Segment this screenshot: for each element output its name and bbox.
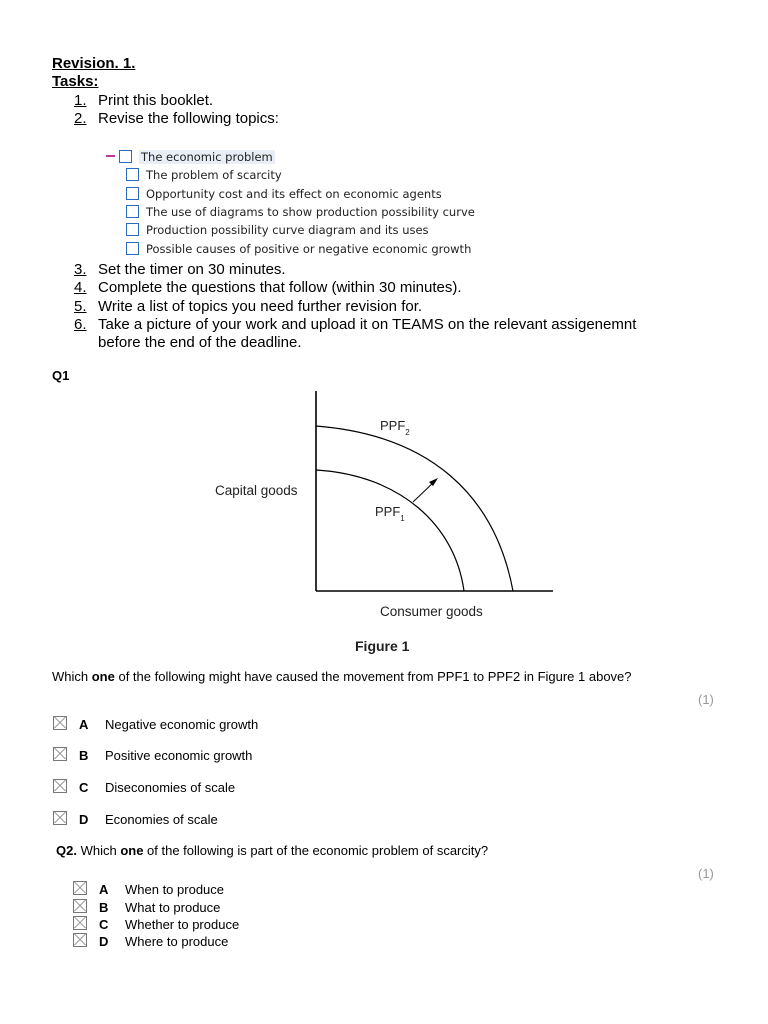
task-text: Write a list of topics you need further revision for. <box>98 298 423 315</box>
checkbox-icon[interactable] <box>53 716 67 730</box>
task-text <box>98 316 636 352</box>
option-letter: C <box>79 780 89 795</box>
task-text: Complete the questions that follow (within 30 minutes). <box>98 279 462 296</box>
option-letter: B <box>99 900 109 915</box>
task-text: Print this booklet. <box>98 92 214 109</box>
task-number: 6. <box>74 316 87 333</box>
question-text: of the following is part of the economic problem of scarcity? <box>143 843 489 858</box>
option-text: Diseconomies of scale <box>105 780 236 795</box>
option-text: Where to produce <box>125 934 229 949</box>
checkbox-icon <box>119 150 132 163</box>
topic-item <box>126 240 471 258</box>
tasks-heading: Tasks: <box>52 73 99 90</box>
task-6 <box>74 316 636 352</box>
option-letter: D <box>79 812 89 827</box>
topic-item <box>126 203 475 221</box>
checkbox-icon[interactable] <box>73 899 87 913</box>
q1-option-d[interactable] <box>53 811 218 828</box>
topic-item <box>126 221 429 239</box>
checkbox-icon[interactable] <box>73 933 87 947</box>
topic-label: The economic problem <box>141 150 273 164</box>
ppf1-label: $PPF_1$ <box>375 504 405 523</box>
q2-option-b[interactable] <box>73 899 220 916</box>
checkbox-icon[interactable] <box>73 916 87 930</box>
option-text: Negative economic growth <box>105 717 259 732</box>
option-letter: D <box>99 934 109 949</box>
question-emphasis: one <box>91 669 115 684</box>
topic-label: The problem of scarcity <box>146 168 282 182</box>
y-axis-label: Capital goods <box>215 483 298 498</box>
figure-caption: Figure 1 <box>355 638 410 654</box>
topic-item <box>126 185 442 203</box>
topic-label: Production possibility curve diagram and its uses <box>146 223 429 237</box>
option-text: What to produce <box>125 900 221 915</box>
option-text: Whether to produce <box>125 917 240 932</box>
ppf1-curve <box>316 470 464 591</box>
q2-marks: (1) <box>698 866 714 881</box>
revision-title: Revision. 1. <box>52 55 136 72</box>
q2-question <box>56 843 488 859</box>
q2-option-d[interactable] <box>73 933 228 950</box>
option-letter: A <box>99 882 109 897</box>
option-letter: A <box>79 717 89 732</box>
q1-option-a[interactable] <box>53 716 258 733</box>
option-text: Economies of scale <box>105 812 218 827</box>
q1-option-c[interactable] <box>53 779 235 796</box>
checkbox-icon <box>126 187 139 200</box>
question-text: Which <box>52 669 92 684</box>
topic-main <box>106 148 275 166</box>
topic-label: Opportunity cost and its effect on economic agents <box>146 187 442 201</box>
q2-label: Q2. <box>56 843 77 858</box>
task-5 <box>74 298 422 316</box>
question-text: of the following might have caused the movement from PPF1 to PPF2 in Figure 1 above? <box>114 669 632 684</box>
topic-item <box>126 166 282 184</box>
q1-label: Q1 <box>52 368 70 383</box>
checkbox-icon[interactable] <box>53 811 67 825</box>
checkbox-icon <box>126 205 139 218</box>
checkbox-icon[interactable] <box>53 779 67 793</box>
q1-question <box>52 669 632 685</box>
task-text: Set the timer on 30 minutes. <box>98 261 286 278</box>
question-emphasis: one <box>120 843 144 858</box>
option-letter: B <box>79 748 89 763</box>
option-text: When to produce <box>125 882 225 897</box>
task-4 <box>74 279 462 297</box>
topic-label: Possible causes of positive or negative economic growth <box>146 242 472 256</box>
task-text: Revise the following topics: <box>98 110 279 127</box>
task-number: 1. <box>74 92 87 109</box>
q1-option-b[interactable] <box>53 747 252 764</box>
checkbox-icon[interactable] <box>53 747 67 761</box>
ppf2-label: $PPF_2$ <box>380 418 410 437</box>
topic-label: The use of diagrams to show production possibility curve <box>146 205 475 219</box>
task-text-line-2: before the end of the deadline. <box>98 334 302 351</box>
option-letter: C <box>99 917 109 932</box>
task-number: 3. <box>74 261 87 278</box>
checkbox-icon <box>126 168 139 181</box>
task-number: 2. <box>74 110 87 127</box>
task-1 <box>74 92 213 110</box>
q2-option-c[interactable] <box>73 916 239 933</box>
x-axis-label: Consumer goods <box>380 604 483 619</box>
option-text: Positive economic growth <box>105 748 253 763</box>
q1-marks: (1) <box>698 692 714 707</box>
collapse-dash-icon <box>106 155 115 157</box>
task-number: 5. <box>74 298 87 315</box>
q2-option-a[interactable] <box>73 881 224 898</box>
question-text: Which <box>76 843 121 858</box>
task-3 <box>74 261 286 279</box>
task-text-line-1: Take a picture of your work and upload it on TEAMS on the relevant assigenemnt <box>98 316 637 333</box>
checkbox-icon <box>126 223 139 236</box>
ppf-diagram <box>200 385 570 660</box>
checkbox-icon[interactable] <box>73 881 87 895</box>
ppf2-curve <box>316 426 513 591</box>
task-2 <box>74 110 279 128</box>
checkbox-icon <box>126 242 139 255</box>
task-number: 4. <box>74 279 87 296</box>
